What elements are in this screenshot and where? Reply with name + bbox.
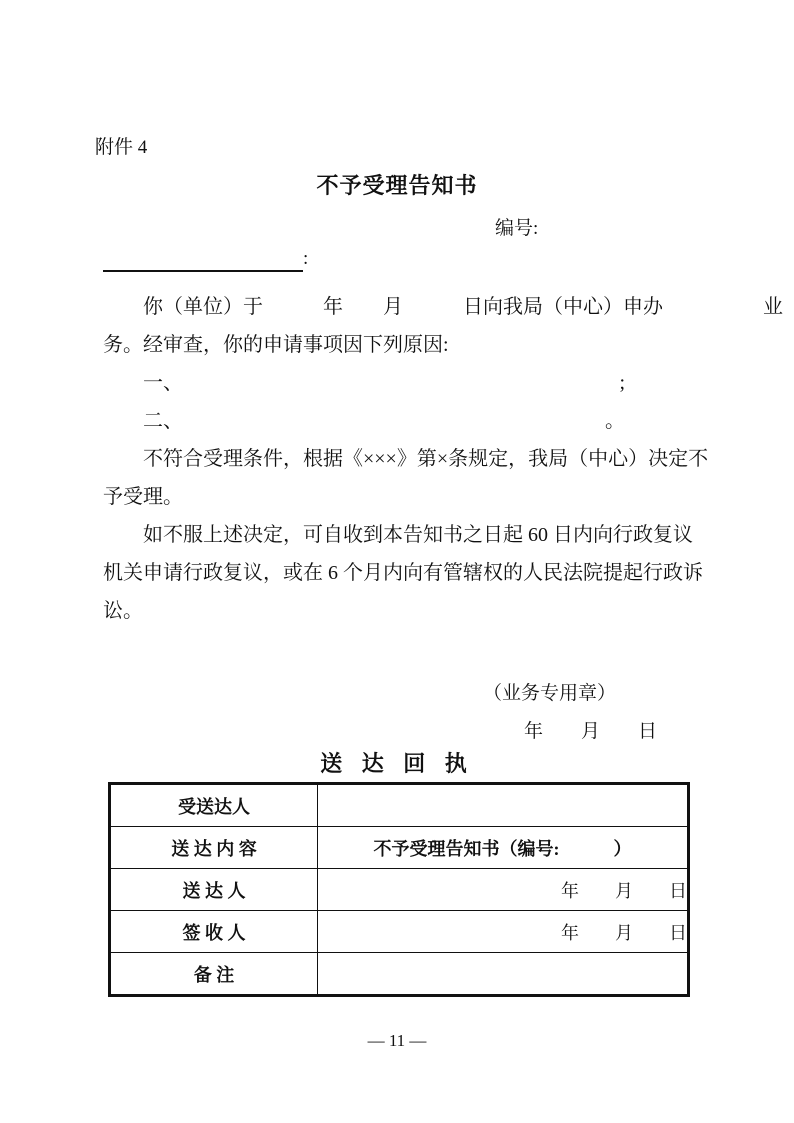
body-line: 你（单位）于 年 月 日向我局（中心）申办 业 [143,296,783,318]
reason-1-prefix: 一、 [143,372,183,394]
row-value-remarks [318,953,689,996]
row-value-delivery-content: 不予受理告知书（编号: ） [318,827,689,869]
body-line: 不符合受理条件，根据《×××》第×条规定，我局（中心）决定不 [143,448,709,470]
table-row-remarks [110,953,689,996]
table-row-deliverer [110,869,689,911]
reason-1-punctuation: ; [619,372,625,394]
body-line: 讼。 [103,600,143,622]
delivery-receipt-title: 送 达 回 执 [320,751,474,776]
body-text [103,288,783,630]
page-number: — 11 — [367,1031,427,1050]
document-title: 不予受理告知书 [316,173,478,198]
addressee-line [103,246,308,272]
seal-date-line: 年 月 日 [524,721,658,742]
body-line: 务。经审查，你的申请事项因下列原因: [103,334,449,356]
row-label-deliverer: 送 达 人 [110,869,318,911]
row-label-delivery-content: 送 达 内 容 [110,827,318,869]
row-value-deliverer-date: 年 月 日 [318,869,689,911]
row-label-remarks: 备 注 [110,953,318,996]
reason-2-punctuation: 。 [605,410,625,432]
row-value-signer-date: 年 月 日 [318,911,689,953]
body-line-reason-1 [103,364,745,402]
body-line: 予受理。 [103,486,183,508]
table-row-signer [110,911,689,953]
row-label-recipient: 受送达人 [110,784,318,827]
body-line: 如不服上述决定，可自收到本告知书之日起 60 日内向行政复议 [143,524,693,546]
seal-label: （业务专用章） [483,683,617,704]
row-value-recipient [318,784,689,827]
row-label-signer: 签 收 人 [110,911,318,953]
table-row-recipient [110,784,689,827]
body-line-reason-2 [103,402,745,440]
reason-2-prefix: 二、 [143,410,183,432]
document-number-label: 编号: [495,218,539,239]
attachment-label: 附件 4 [95,137,148,158]
addressee-colon: : [303,248,309,269]
addressee-blank-underline [103,246,303,272]
table-row-delivery-content [110,827,689,869]
delivery-receipt-table [108,782,690,997]
body-line: 机关申请行政复议，或在 6 个月内向有管辖权的人民法院提起行政诉 [103,562,703,584]
